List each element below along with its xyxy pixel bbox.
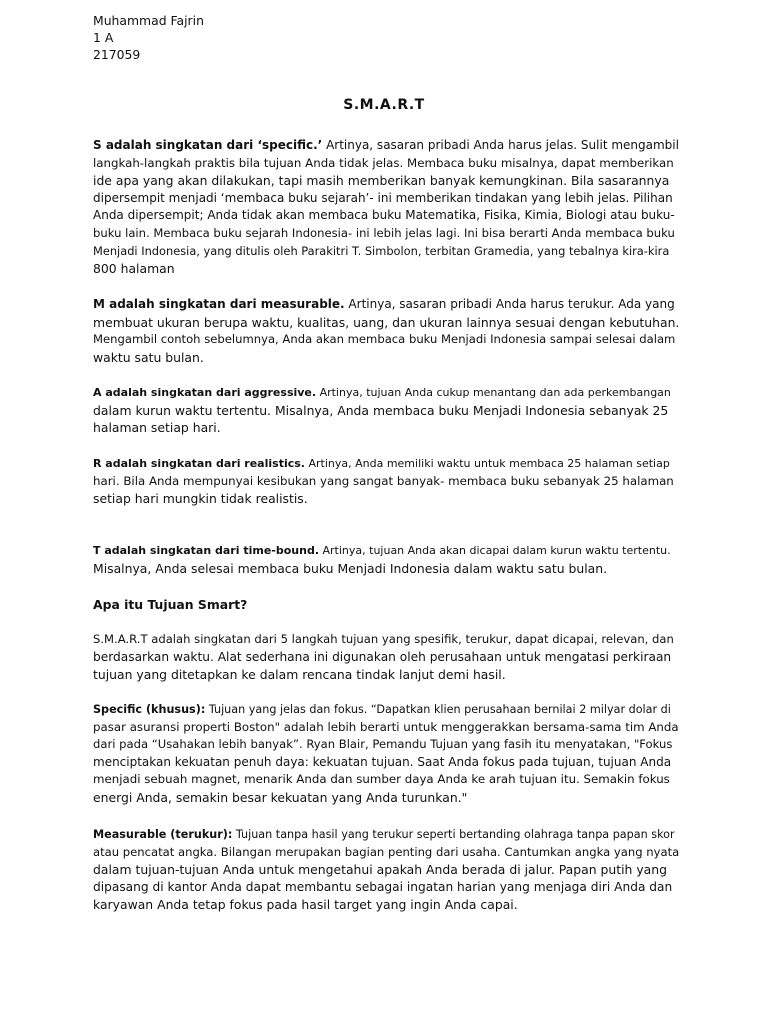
paragraph-line: waktu satu bulan. — [93, 349, 204, 365]
paragraph-smart-intro — [93, 631, 679, 684]
paragraph-line: atau pencatat angka. Bilangan merupakan bagian penting dari usaha. Cantumkan angka yang nyata — [93, 844, 680, 859]
paragraph-line: berdasarkan waktu. Alat sederhana ini digunakan oleh perusahaan untuk mengatasi perkiraan — [93, 649, 672, 664]
paragraph-line: 800 halaman — [93, 261, 175, 277]
section-heading: Apa itu Tujuan Smart? — [93, 597, 248, 612]
lead-term: Specific (khusus): — [93, 703, 206, 716]
paragraph-line: karyawan Anda tetap fokus pada hasil target yang ingin Anda capai. — [93, 897, 518, 913]
paragraph-line: dipersempit menjadi ‘membaca buku sejarah’- ini memberikan tindakan yang lebih jelas. Pilihan — [93, 190, 673, 205]
paragraph-line: langkah-langkah praktis bila tujuan Anda tidak jelas. Membaca buku misalnya, dapat memberikan — [93, 155, 674, 170]
line-text: Artinya, tujuan Anda akan dicapai dalam kurun waktu tertentu. — [319, 544, 671, 557]
paragraph-line: S.M.A.R.T adalah singkatan dari 5 langkah tujuan yang spesifik, terukur, dapat dicapai, relevan, dan — [93, 632, 674, 646]
paragraph-line: Mengambil contoh sebelumnya, Anda akan membaca buku Menjadi Indonesia sampai selesai dalam — [93, 332, 676, 347]
paragraph-line: dipasang di kantor Anda dapat membantu sebagai ingatan harian yang menjaga diri Anda dan — [93, 879, 673, 894]
paragraph-specific-khusus — [93, 701, 679, 807]
lead-term: T adalah singkatan dari time-bound. — [93, 544, 319, 557]
author-id: 217059 — [93, 47, 141, 62]
lead-term: M adalah singkatan dari measurable. — [93, 297, 345, 311]
paragraph-line — [93, 384, 679, 402]
paragraph-line: dalam tujuan-tujuan Anda untuk mengetahui apakah Anda berada di jalur. Papan putih yang — [93, 862, 667, 878]
paragraph-aggressive-def — [93, 384, 679, 437]
paragraph-line — [93, 455, 679, 473]
paragraph-line: membuat ukuran berupa waktu, kualitas, uang, dan ukuran lainnya sesuai dengan kebutuhan. — [93, 314, 680, 330]
paragraph-line — [93, 296, 679, 314]
paragraph-line: pasar asuransi properti Boston" adalah lebih berarti untuk menggerakkan bersama-sama tim Anda — [93, 719, 679, 734]
paragraph-line: buku lain. Membaca buku sejarah Indonesia- ini lebih jelas lagi. Ini bisa berarti Anda membaca buku — [93, 225, 675, 240]
paragraph-line: energi Anda, semakin besar kekuatan yang Anda turunkan." — [93, 789, 468, 805]
paragraph-line: dalam kurun waktu tertentu. Misalnya, Anda membaca buku Menjadi Indonesia sebanyak 25 — [93, 402, 669, 418]
paragraph-line: hari. Bila Anda mempunyai kesibukan yang sangat banyak- membaca buku sebanyak 25 halaman — [93, 473, 674, 488]
line-text: Tujuan yang jelas dan fokus. “Dapatkan klien perusahaan bernilai 2 milyar dolar di — [205, 703, 671, 716]
lead-term: S adalah singkatan dari ‘specific.’ — [93, 138, 323, 152]
paragraph-timebound-def — [93, 542, 679, 577]
line-text: Tujuan tanpa hasil yang terukur seperti bertanding olahraga tanpa papan skor — [232, 828, 675, 841]
line-text: Artinya, Anda memiliki waktu untuk membaca 25 halaman setiap — [304, 457, 670, 470]
paragraph-line: Misalnya, Anda selesai membaca buku Menjadi Indonesia dalam waktu satu bulan. — [93, 560, 608, 576]
line-text: Artinya, tujuan Anda cukup menantang dan ada perkembangan — [316, 386, 671, 399]
paragraph-line — [93, 826, 679, 844]
author-class: 1 A — [93, 30, 114, 45]
paragraph-measurable-terukur — [93, 826, 679, 914]
author-name: Muhammad Fajrin — [93, 13, 204, 28]
lead-term: Measurable (terukur): — [93, 828, 233, 841]
paragraph-line: Anda dipersempit; Anda tidak akan membaca buku Matematika, Fisika, Kimia, Biologi atau buku- — [93, 208, 675, 223]
line-text: Artinya, sasaran pribadi Anda harus jelas. Sulit mengambil — [322, 138, 679, 152]
paragraph-line: menciptakan kekuatan penuh daya: kekuatan tujuan. Saat Anda fokus pada tujuan, tujuan Anda — [93, 754, 672, 769]
paragraph-line — [93, 701, 679, 719]
line-text: Artinya, sasaran pribadi Anda harus terukur. Ada yang — [344, 297, 675, 311]
lead-term: A adalah singkatan dari aggressive. — [93, 386, 317, 399]
paragraph-measurable-def — [93, 296, 679, 366]
paragraph-line: ide apa yang akan dilakukan, tapi masih memberikan banyak kemungkinan. Bila sasarannya — [93, 173, 670, 189]
paragraph-line — [93, 542, 679, 560]
paragraph-line: Menjadi Indonesia, yang ditulis oleh Parakitri T. Simbolon, terbitan Gramedia, yang tebalnya kira-kira — [93, 243, 670, 258]
paragraph-line: setiap hari mungkin tidak realistis. — [93, 491, 308, 507]
lead-term: R adalah singkatan dari realistics. — [93, 457, 305, 470]
paragraph-specific-def — [93, 137, 679, 278]
paragraph-line: halaman setiap hari. — [93, 420, 221, 436]
paragraph-line: dari pada “Usahakan lebih banyak”. Ryan Blair, Pemandu Tujuan yang fasih itu menyatakan, "Fokus — [93, 737, 673, 752]
paragraph-line: tujuan yang ditetapkan ke dalam rencana tindak lanjut demi hasil. — [93, 667, 506, 683]
paragraph-line — [93, 137, 679, 155]
page-title: S.M.A.R.T — [343, 97, 425, 113]
paragraph-realistics-def — [93, 455, 679, 508]
paragraph-line: menjadi sebuah magnet, menarik Anda dan sumber daya Anda ke arah tujuan itu. Semakin fokus — [93, 772, 670, 787]
